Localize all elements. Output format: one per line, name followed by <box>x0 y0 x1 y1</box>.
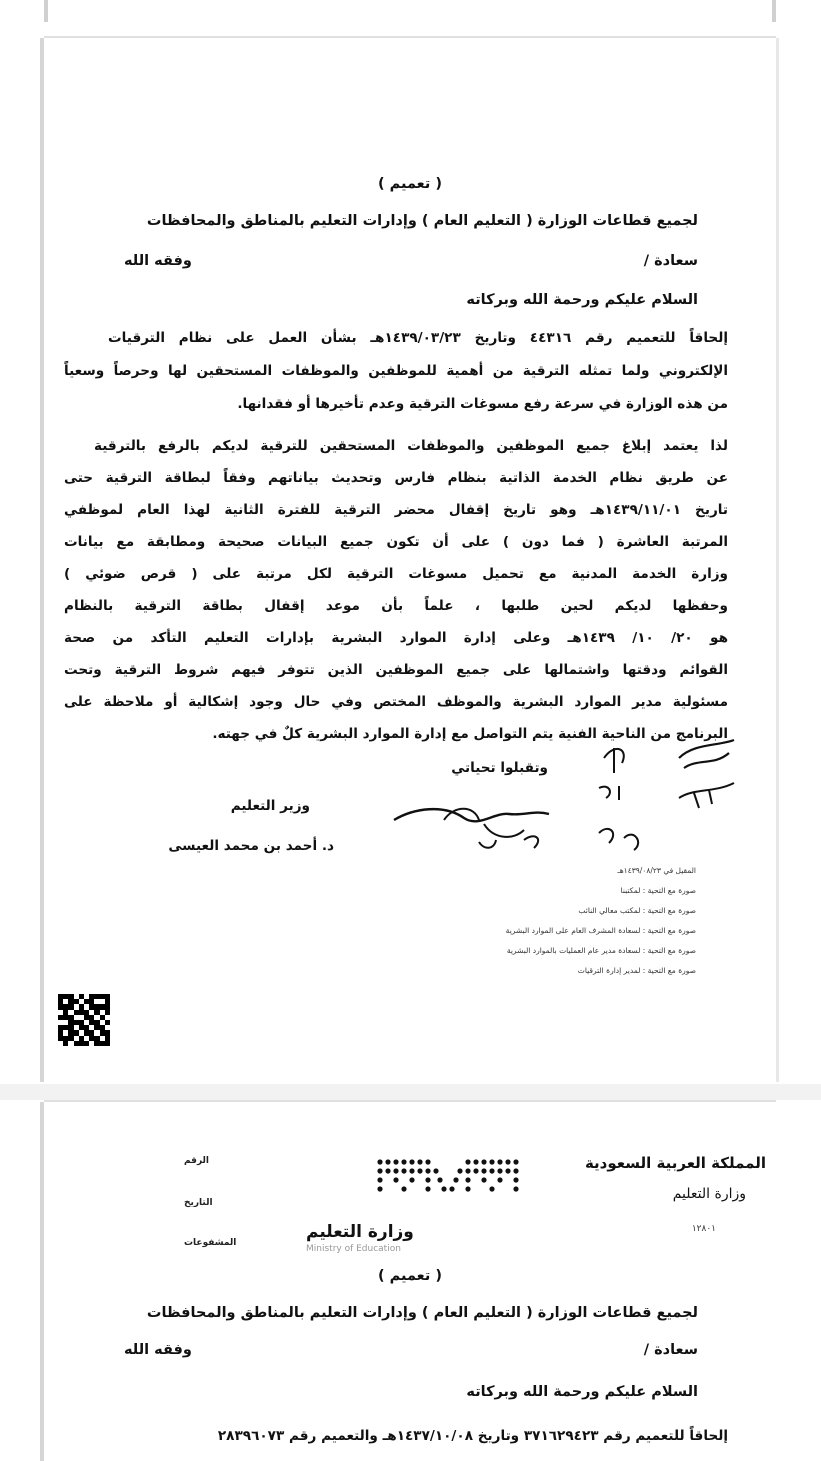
distribution-line: صورة مع التحية : لمكتبنا <box>620 886 696 895</box>
distribution-line: المقيل في ١٤٣٩/٠٨/٢٣هـ <box>617 866 696 875</box>
paragraph2-line: لذا يعتمد إبلاغ جميع الموظفين والموظفات المستحقين للترقية لديكم بالرفع بالترقية <box>94 438 728 454</box>
salutation-title: سعادة / <box>643 253 698 269</box>
reference-number-label: الرقم <box>184 1156 210 1166</box>
closing-line: وتقبلوا تحياتي <box>451 760 548 776</box>
screenshot-top-strip <box>0 0 821 30</box>
paragraph2-line: وزارة الخدمة المدنية مع تحميل مسوغات الترقية لكل مرتبة على ( قرص ضوئي ) <box>64 566 728 582</box>
paragraph2-line: مسئولية مدير الموارد البشرية والموظف المختص وفي حال وجود إشكالية أو ملاحظة على <box>64 694 728 710</box>
distribution-line: صورة مع التحية : لمكتب معالي النائب <box>578 906 696 915</box>
paragraph2-line: هو ٢٠/ ١٠/ ١٤٣٩هـ وعلى إدارة الموارد البشرية بإدارات التعليم التأكد من صحة <box>64 630 728 646</box>
paragraph2-line: البرنامج من الناحية الفنية يتم التواصل مع إدارة الموارد البشرية كلٌ في جهته. <box>212 726 728 742</box>
paragraph1-line: إلحاقاً للتعميم رقم ٤٤٣١٦ وتاريخ ١٤٣٩/٠٣/٢٣هـ بشأن العمل على نظام الترقيات <box>108 330 728 346</box>
distribution-line: صورة مع التحية : لسعادة المشرف العام على الموارد البشرية <box>505 926 696 935</box>
paragraph2-line: عن طريق نظام الخدمة الذاتية بنظام فارس وتحديث بياناتهم وفقاً لبطاقة الترقية حتى <box>64 470 728 486</box>
memo-heading: ( تعميم ) <box>377 1268 442 1284</box>
paragraph2-line: وحفظها لديكم لحين طلبها ، علماً بأن موعد إقفال بطاقة الترقية بالنظام <box>64 598 728 614</box>
recipients-line: لجميع قطاعات الوزارة ( التعليم العام ) وإدارات التعليم بالمناطق والمحافظات <box>146 213 698 229</box>
minister-name: د. أحمد بن محمد العيسى <box>168 838 334 854</box>
date-label: التاريخ <box>184 1198 213 1208</box>
attachments-label: المشفوعات <box>184 1238 237 1248</box>
ministry-code: ١٢٨٠١ <box>691 1224 716 1234</box>
ministry-logo-dots <box>374 1154 522 1204</box>
kingdom-name: المملكة العربية السعودية <box>584 1154 766 1172</box>
ministry-logo-text: وزارة التعليم <box>306 1222 414 1242</box>
greeting-line: السلام عليكم ورحمة الله وبركاته <box>466 1384 698 1400</box>
paragraph1-line: الإلكتروني ولما تمثله الترقية من أهمية للموظفين والموظفات المستحقين لها وحرصاً وسعياً <box>64 363 728 379</box>
document-page-2 <box>44 1102 776 1461</box>
salutation-title: سعادة / <box>643 1342 698 1358</box>
paragraph2-line: القوائم ودقتها واشتمالها على جميع الموظفين الذين تتوفر فيهم شروط الترقية وتحت <box>64 662 728 678</box>
salutation-blessing: وفقه الله <box>124 253 192 269</box>
initials-signatures <box>584 738 744 868</box>
ministry-logo-subtitle: Ministry of Education <box>306 1244 401 1254</box>
paragraph1-line: من هذه الوزارة في سرعة رفع مسوغات الترقية وعدم تأخيرها أو فقدانها. <box>237 396 728 412</box>
page-gap <box>0 1084 821 1100</box>
paragraph2-line: المرتبة العاشرة ( فما دون ) على أن تكون جميع البيانات صحيحة ومطابقة مع بيانات <box>64 534 728 550</box>
minister-title: وزير التعليم <box>230 798 310 814</box>
first-paragraph-line: إلحاقاً للتعميم رقم ٣٧١٦٢٩٤٢٣ وتاريخ ١٤٣٧/١٠/٠٨هـ والتعميم رقم ٢٨٣٩٦٠٧٣ <box>217 1428 728 1444</box>
page-edge-right <box>772 0 776 22</box>
page-edge-left <box>44 0 48 22</box>
greeting-line: السلام عليكم ورحمة الله وبركاته <box>466 292 698 308</box>
recipients-line: لجميع قطاعات الوزارة ( التعليم العام ) وإدارات التعليم بالمناطق والمحافظات <box>146 1305 698 1321</box>
salutation-blessing: وفقه الله <box>124 1342 192 1358</box>
distribution-line: صورة مع التحية : لمدير إدارة الترقيات <box>577 966 696 975</box>
document-page-1 <box>44 38 776 1082</box>
qr-code <box>58 994 110 1046</box>
minister-signature <box>384 790 554 860</box>
distribution-line: صورة مع التحية : لسعادة مدير عام العمليات بالموارد البشرية <box>506 946 696 955</box>
memo-heading: ( تعميم ) <box>377 176 442 192</box>
ministry-name: وزارة التعليم <box>672 1186 746 1202</box>
paragraph2-line: تاريخ ١٤٣٩/١١/٠١هـ وهو تاريخ إقفال محضر الترقية للفترة الثانية لهذا العام لموظفي <box>64 502 728 518</box>
